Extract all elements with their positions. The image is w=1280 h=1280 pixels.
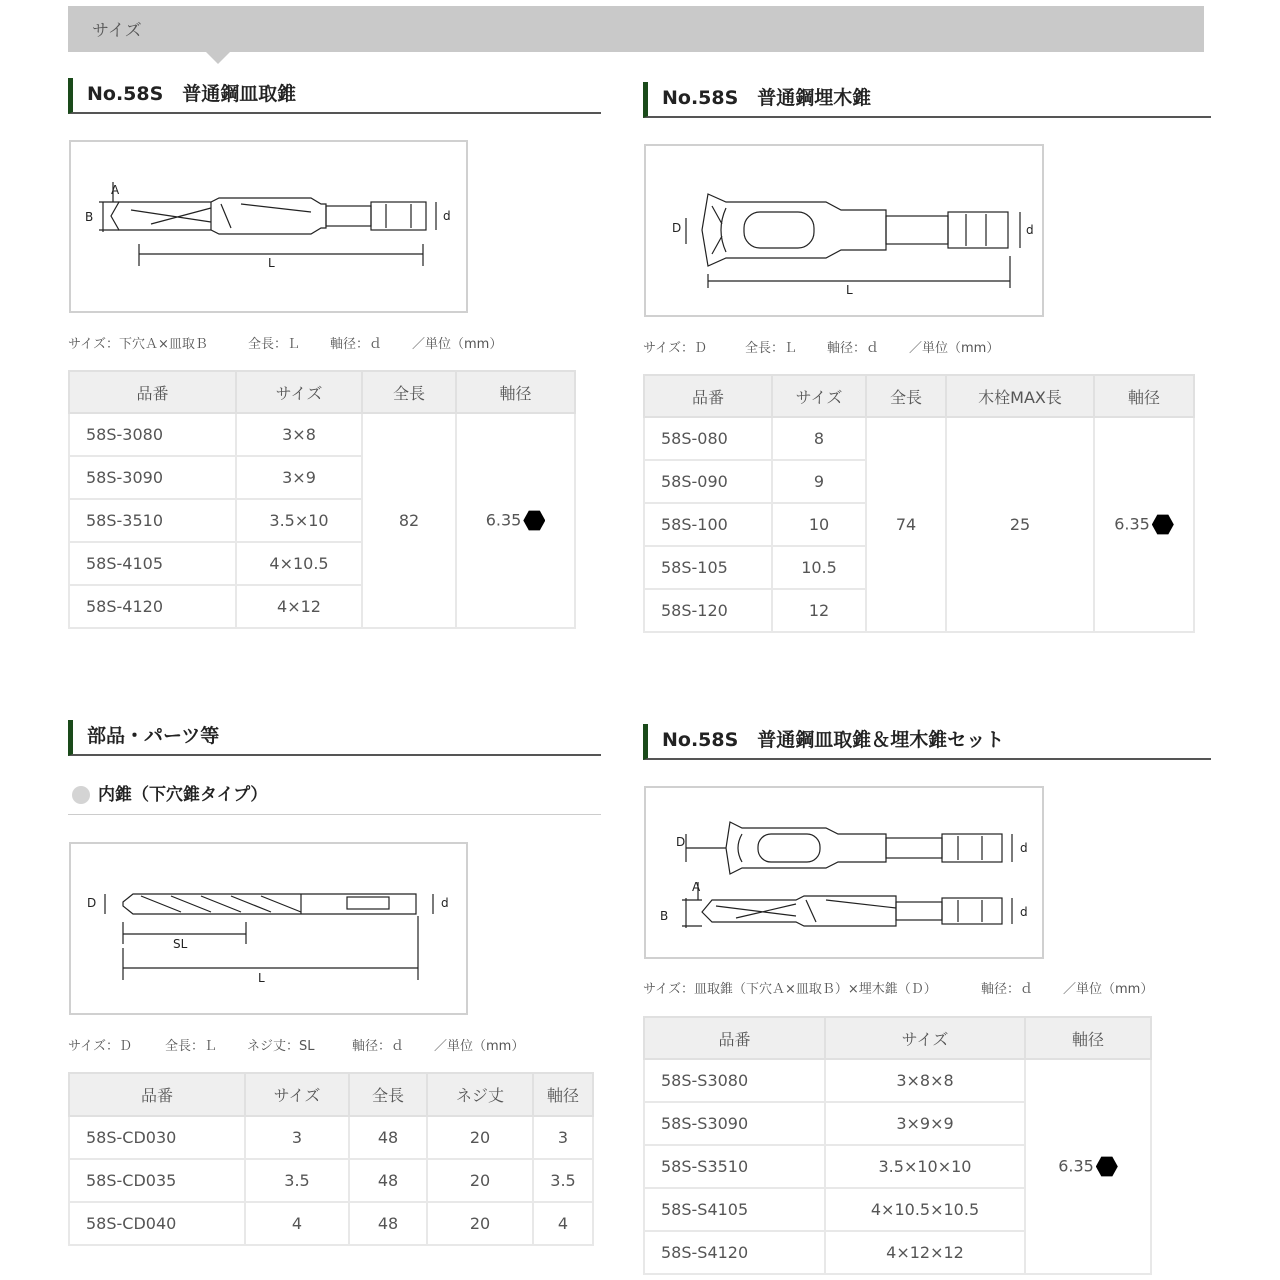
header-notch <box>206 52 230 64</box>
inner-bit-drawing <box>71 844 466 1013</box>
section-title-plug-cutter: No.58S 普通鋼埋木錐 <box>643 82 1211 118</box>
table-row: 58S-080 8 74 25 6.35 <box>644 417 1194 460</box>
shaft-value-cell: 6.35 <box>1094 417 1194 632</box>
diagram-label-A: A <box>692 880 701 894</box>
spec-table-countersink: 品番 サイズ 全長 軸径 58S-3080 3×8 82 6.35 58S-3090 3×9 58S-3510 3.5×10 58S-4105 4×10.5 58S-4120 4×12 <box>68 370 576 629</box>
diagram-label-d: d <box>1020 841 1028 855</box>
spec-note-inner-bit: サイズ：Ｄ 全長：Ｌ ネジ丈：SL 軸径：ｄ ／単位（mm） <box>68 1039 525 1054</box>
subtitle-inner-bit: 内錐（下穴錐タイプ） <box>72 780 267 805</box>
length-value: 82 <box>362 413 456 628</box>
diagram-label-d: d <box>443 209 451 223</box>
table-row: 58S-105 10.5 <box>644 546 1194 589</box>
max-length-value: 25 <box>946 417 1094 632</box>
table-row: 58S-S3510 3.5×10×10 <box>644 1145 1151 1188</box>
diagram-label-A: A <box>111 183 120 197</box>
diagram-label-B: B <box>85 210 94 224</box>
plug-cutter-drawing <box>646 146 1042 315</box>
spec-note-plug-cutter: サイズ：Ｄ 全長：Ｌ 軸径：ｄ ／単位（mm） <box>643 341 1000 356</box>
diagram-label-D: D <box>87 896 97 910</box>
diagram-label-d: d <box>441 896 449 910</box>
diagram-label-D: D <box>672 221 682 235</box>
shaft-value-cell: 6.35 <box>1025 1059 1151 1274</box>
table-row: 58S-3090 3×9 <box>69 456 575 499</box>
spec-table-plug-cutter: 品番 サイズ 全長 木栓MAX長 軸径 58S-080 8 74 25 6.35 58S-090 9 58S-100 10 58S-105 10.5 58S-120 12 <box>643 374 1195 633</box>
plug-cutter-diagram <box>644 144 1044 317</box>
subtitle-divider <box>68 814 601 815</box>
table-row: 58S-S3080 3×8×8 6.35 <box>644 1059 1151 1102</box>
table-row: 58S-CD040 4 48 20 4 <box>69 1202 593 1245</box>
inner-bit-diagram <box>69 842 468 1015</box>
hexagon-icon <box>1096 1156 1118 1178</box>
diagram-label-L: L <box>258 971 265 985</box>
table-row: 58S-4105 4×10.5 <box>69 542 575 585</box>
spec-table-set: 品番 サイズ 軸径 58S-S3080 3×8×8 6.35 58S-S3090 3×9×9 58S-S3510 3.5×10×10 58S-S4105 4×10.5×10.5 58S-S4120 4×12×12 <box>643 1016 1152 1275</box>
countersink-bit-drawing <box>71 142 466 311</box>
table-row: 58S-CD035 3.5 48 20 3.5 <box>69 1159 593 1202</box>
bullet-dot-icon <box>72 786 90 804</box>
diagram-label-L: L <box>268 256 275 270</box>
section-title-parts: 部品・パーツ等 <box>68 720 601 756</box>
set-diagram <box>644 786 1044 959</box>
diagram-label-B: B <box>660 909 669 923</box>
length-value: 74 <box>866 417 946 632</box>
spec-table-inner-bit: 品番 サイズ 全長 ネジ丈 軸径 58S-CD030 3 48 20 3 58S-CD035 3.5 48 20 3.5 58S-CD040 4 48 20 4 <box>68 1072 594 1246</box>
diagram-label-SL: SL <box>173 937 188 951</box>
table-row: 58S-090 9 <box>644 460 1194 503</box>
shaft-value-cell: 6.35 <box>456 413 575 628</box>
table-row: 58S-CD030 3 48 20 3 <box>69 1116 593 1159</box>
section-title-set: No.58S 普通鋼皿取錐＆埋木錐セット <box>643 724 1211 760</box>
section-title-countersink: No.58S 普通鋼皿取錐 <box>68 78 601 114</box>
size-header-bar <box>68 6 1204 52</box>
spec-note-set: サイズ：皿取錐（下穴Ａ×皿取Ｂ）×埋木錐（Ｄ） 軸径：ｄ ／単位（mm） <box>643 982 1154 997</box>
table-row: 58S-120 12 <box>644 589 1194 632</box>
set-drawing <box>646 788 1042 957</box>
table-row: 58S-S4105 4×10.5×10.5 <box>644 1188 1151 1231</box>
table-row: 58S-S4120 4×12×12 <box>644 1231 1151 1274</box>
table-row: 58S-3080 3×8 82 6.35 <box>69 413 575 456</box>
spec-note-countersink: サイズ：下穴Ａ×皿取Ｂ 全長：Ｌ 軸径：ｄ ／単位（mm） <box>68 337 503 352</box>
table-row: 58S-3510 3.5×10 <box>69 499 575 542</box>
table-row: 58S-4120 4×12 <box>69 585 575 628</box>
size-header-label: サイズ <box>92 21 142 41</box>
diagram-label-D: D <box>676 835 686 849</box>
countersink-bit-diagram <box>69 140 468 313</box>
diagram-label-d: d <box>1026 223 1034 237</box>
hexagon-icon <box>523 510 545 532</box>
diagram-label-d: d <box>1020 905 1028 919</box>
table-row: 58S-S3090 3×9×9 <box>644 1102 1151 1145</box>
diagram-label-L: L <box>846 283 853 297</box>
hexagon-icon <box>1152 514 1174 536</box>
table-row: 58S-100 10 <box>644 503 1194 546</box>
